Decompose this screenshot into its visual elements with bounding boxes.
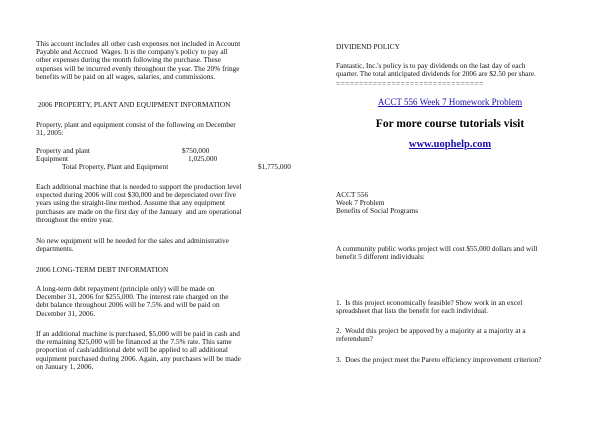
separator-line: ================================ bbox=[336, 79, 484, 88]
homework-problem-link[interactable]: ACCT 556 Week 7 Homework Problem bbox=[377, 97, 523, 107]
ppe-label: Equipment bbox=[36, 154, 69, 164]
ppe-value: $750,000 bbox=[182, 146, 210, 155]
promo-text: For more course tutorials visit bbox=[375, 118, 525, 130]
debt-heading: 2006 LONG-TERM DEBT INFORMATION bbox=[36, 265, 169, 274]
ppe-row-total bbox=[36, 163, 306, 171]
additional-machine-paragraph: If an additional machine is purchased, $5,000 will be paid in cash and the remaining $25,000 will be financed at the 7.5% rate. This same proportion of cash/additional debt will be applied to all additional equipment purchased during 2006. Again, any purchases will be made on January 1, 2006. bbox=[36, 329, 241, 371]
question-3: 3. Does the project meet the Pareto efficiency improvement criterion? bbox=[336, 355, 542, 364]
debt-paragraph: A long-term debt repayment (principle only) will be made on December 31, 2006 for $255,000. The interest rate charged on the debt balance throughout 2006 will be 7.5% and will be paid on December 31, 2006. bbox=[36, 284, 229, 318]
question-2: 2. Would this project be appoved by a majority at a majority at a referendum? bbox=[336, 326, 526, 344]
website-link[interactable]: www.uophelp.com bbox=[408, 139, 492, 150]
problem-statement: A community public works project will cost $55,000 dollars and will benefit 5 different individuals: bbox=[336, 244, 538, 262]
question-1: 1. Is this project economically feasible? Show work in an excel spreadsheet that lists the benefit for each individual. bbox=[336, 298, 523, 316]
dividend-heading: DIVIDEND POLICY bbox=[336, 42, 400, 51]
ppe-label: Property and plant bbox=[36, 146, 90, 155]
ppe-intro: Property, plant and equipment consist of the following on December 31, 2005: bbox=[36, 120, 236, 138]
no-new-equipment-paragraph: No new equipment will be needed for the sales and administrative departments. bbox=[36, 236, 229, 254]
ppe-value: 1,025,000 bbox=[188, 154, 218, 164]
other-expenses-paragraph: This account includes all other cash expenses not included in Account Payable and Accrued Wages. It is the company's policy to pay all other expenses during the month following the purchase. These expenses will be incurred evenly throughout the year. The 20% fringe benefits will be paid on all wages, salaries, and commissions. bbox=[36, 39, 241, 81]
ppe-total-value: $1,775,000 bbox=[258, 162, 291, 172]
ppe-total-label: Total Property, Plant and Equipment bbox=[62, 162, 169, 172]
ppe-row-property bbox=[36, 147, 306, 155]
machine-paragraph: Each additional machine that is needed to support the production level expected during 2006 will cost $30,000 and be depreciated over five years using the straight-line method. Assume that any equipment purchases are made on the first day of the January and are operational throughout the entire year. bbox=[36, 182, 242, 224]
ppe-table bbox=[36, 147, 306, 172]
ppe-heading: 2006 PROPERTY, PLANT AND EQUIPMENT INFORMATION bbox=[36, 100, 231, 109]
dividend-paragraph: Fantastic, Inc.'s policy is to pay dividends on the last day of each quarter. The total anticipated dividends for 2006 are $2.50 per share. bbox=[336, 61, 536, 79]
course-info: ACCT 556 Week 7 Problem Benefits of Social Programs bbox=[336, 190, 419, 216]
